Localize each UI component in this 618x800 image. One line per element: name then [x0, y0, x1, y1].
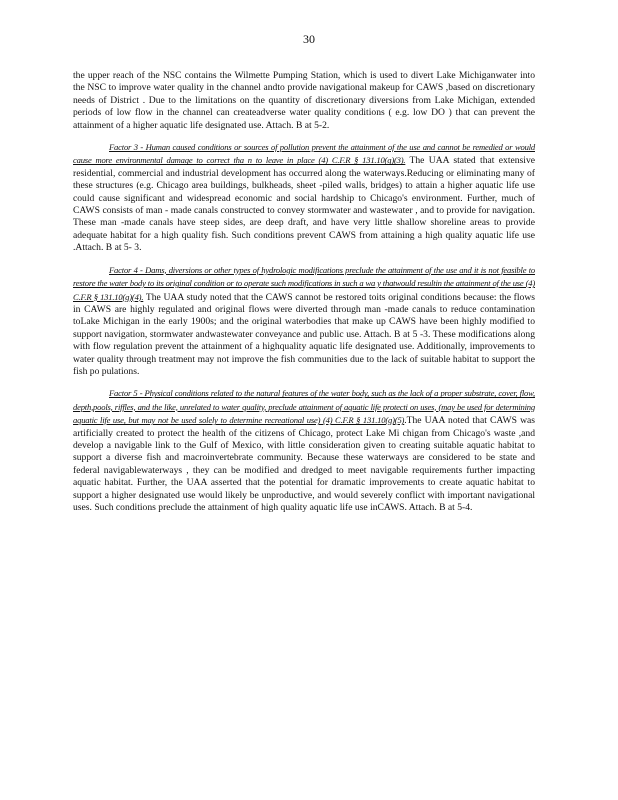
factor-4-text: The UAA study noted that the CAWS cannot be restored toits original conditions because: the flows in CAWS are highly regulated and original flows were diverted through man -made canals to reduce contamination toLake Michigan in the early 1900s; and the original waterbodies that make up CAWS have been highly modified to support navigation, stormwater andwastewater conveyance and public use. Attach. B at 5 -3. These modifications along with flow regulation prevent the attainment of a highquality aquatic life designated use. Additionally, improvements to water quality through treatment may not improve the fish communities due to the lack of suitable habitat to support the fish po pulations. [73, 291, 535, 377]
paragraph-factor-3 [73, 141, 535, 255]
factor-5-text: .The UAA noted that CAWS was artificially created to protect the health of the citizens of Chicago, protect Lake Mi chigan from Chicago's waste ,and develop a navigable link to the Gulf of Mexico, with little consideration given to creating suitable aquatic habitat to support a diverse fish and macroinvertebrate community. Because these waterways are considered to be state and federal navigablewaterways , they can be modified and dredged to meet navigable requirements further impacting aquatic habitat. Further, the UAA asserted that the potential for dramatic improvements to create aquatic habitat to support a higher designated use would likely be unproductive, and would severely conflict with important navigational uses. Such conditions preclude the attainment of high quality aquatic life use inCAWS. Attach. B at 5-4. [73, 415, 535, 513]
factor-3-heading: Factor 3 - Human caused conditions or sources of pollution prevent the attainment of the use and cannot be remedied or would cause more environmental damage to correct tha n to leave in place (4) C.F.R § 131.10(g)(3). [73, 142, 535, 166]
paragraph-intro-text: the upper reach of the NSC contains the Wilmette Pumping Station, which is used to divert Lake Michiganwater into the NSC to improve water quality in the channel andto provide navigational makeup for CAWS ,based on discretionary needs of District . Due to the limitations on the quantity of discretionary diversions from Lake Michigan, extended periods of low flow in the channel can createadverse water quality conditions ( e.g. low DO ) that can prevent the attainment of a higher aquatic life designated use. Attach. B at 5-2. [73, 70, 535, 131]
factor-3-text: The UAA stated that extensive residential, commercial and industrial development has occurred along the waterways.Reducing or eliminating many of these structures (e.g. Chicago area buildings, bulkheads, sheet -piled walls, bridges) to attain a higher aquatic life use could cause significant and widespread economic and social hardship to Chicago's environment. Further, much of CAWS consists of man - made canals constructed to convey stormwater and wastewater , and to provide for navigation. These man -made canals have steep sides, are deep draft, and have very little shallow shoreline areas to provide adequate habitat for a high quality fish. Such conditions prevent CAWS from attaining a high quality aquatic life use .Attach. B at 5- 3. [73, 155, 535, 254]
document-body [73, 70, 535, 523]
factor-4-heading: Factor 4 - Dams, diversions or other types of hydrologic modifications preclude the attainment of the use and it is not feasible to restore the water body to its original condition or to operate such modifications in such a wa y thatwould resultin the attainment of the use (4) C.F.R § 131.10(g)(4). [73, 264, 535, 302]
paragraph-intro [73, 70, 535, 132]
factor-5-heading: Factor 5 - Physical conditions related to the natural features of the water body, such as the lack of a proper substrate, cover, flow, depth,pools, riffles, and the like, unrelated to water quality, preclude attainment of aquatic life protecti on uses, (may be used for determining aquatic life use, but may not be used solely to determine recreational use) (4) C.F.R § 131.10(g)(5) [73, 388, 535, 426]
page-number: 30 [303, 32, 315, 46]
paragraph-factor-4 [73, 264, 535, 379]
paragraph-factor-5 [73, 387, 535, 514]
